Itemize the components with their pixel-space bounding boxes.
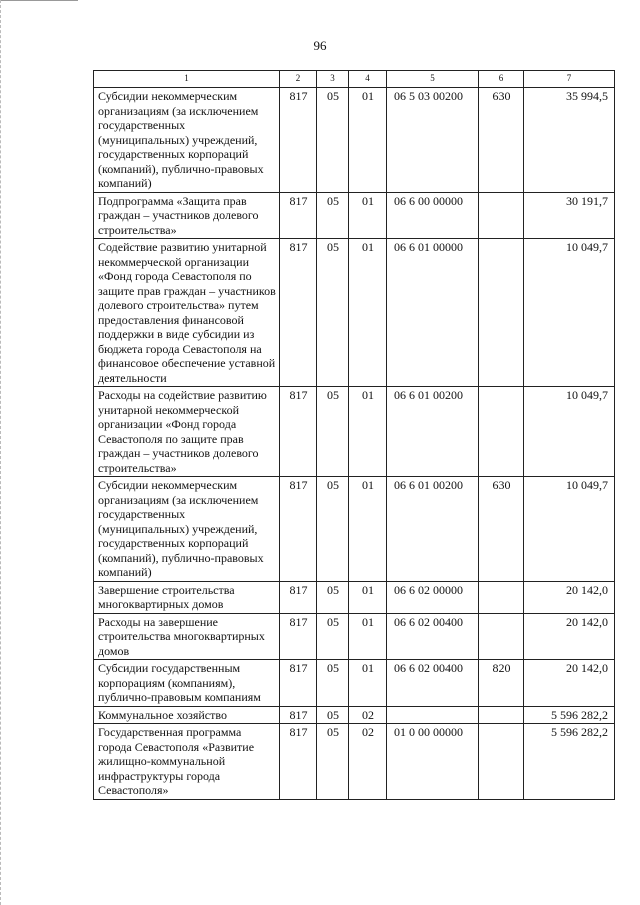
row-target-article: 06 6 02 00400 xyxy=(387,660,479,707)
header-col-2: 2 xyxy=(280,71,317,88)
row-expense-type xyxy=(479,581,524,613)
row-target-article xyxy=(387,706,479,724)
table-row xyxy=(94,724,615,800)
table-row xyxy=(94,192,615,239)
row-subsection-code: 01 xyxy=(349,239,387,387)
row-amount: 35 994,5 xyxy=(524,88,615,193)
row-name: Субсидии некоммерческим организациям (за исключением государственных (муниципальных) учреждений, государственных корпораций (компаний), публично-правовых компаний) xyxy=(94,88,280,193)
row-ministry-code: 817 xyxy=(280,477,317,582)
row-target-article: 01 0 00 00000 xyxy=(387,724,479,800)
row-name: Расходы на завершение строительства многоквартирных домов xyxy=(94,613,280,660)
row-target-article: 06 6 01 00200 xyxy=(387,387,479,477)
row-expense-type xyxy=(479,239,524,387)
row-expense-type xyxy=(479,724,524,800)
row-name: Подпрограмма «Защита прав граждан – участников долевого строительства» xyxy=(94,192,280,239)
header-col-5: 5 xyxy=(387,71,479,88)
row-section-code: 05 xyxy=(317,660,349,707)
row-amount: 30 191,7 xyxy=(524,192,615,239)
row-expense-type xyxy=(479,613,524,660)
row-name: Субсидии некоммерческим организациям (за исключением государственных (муниципальных) учреждений, государственных корпораций (компаний), публично-правовых компаний) xyxy=(94,477,280,582)
row-amount: 10 049,7 xyxy=(524,477,615,582)
row-expense-type xyxy=(479,192,524,239)
page-number: 96 xyxy=(313,38,327,53)
row-section-code: 05 xyxy=(317,477,349,582)
row-section-code: 05 xyxy=(317,192,349,239)
header-col-1: 1 xyxy=(94,71,280,88)
table-row xyxy=(94,387,615,477)
row-section-code: 05 xyxy=(317,88,349,193)
row-name: Завершение строительства многоквартирных домов xyxy=(94,581,280,613)
row-subsection-code: 01 xyxy=(349,88,387,193)
header-col-6: 6 xyxy=(479,71,524,88)
row-subsection-code: 02 xyxy=(349,724,387,800)
row-subsection-code: 01 xyxy=(349,192,387,239)
table-row xyxy=(94,613,615,660)
row-subsection-code: 01 xyxy=(349,613,387,660)
row-target-article: 06 6 02 00400 xyxy=(387,613,479,660)
row-target-article: 06 6 01 00200 xyxy=(387,477,479,582)
row-ministry-code: 817 xyxy=(280,387,317,477)
row-section-code: 05 xyxy=(317,724,349,800)
scan-edge-mark xyxy=(0,0,78,1)
row-target-article: 06 5 03 00200 xyxy=(387,88,479,193)
row-name: Содействие развитию унитарной некоммерческой организации «Фонд города Севастополя по защите прав граждан – участников долевого строительства» путем предоставления финансовой поддержки в виде субсидии из бюджета города Севастополя на финансовое обеспечение уставной деятельности xyxy=(94,239,280,387)
table-header-row xyxy=(94,71,615,88)
table-row xyxy=(94,239,615,387)
row-expense-type: 820 xyxy=(479,660,524,707)
row-target-article: 06 6 01 00000 xyxy=(387,239,479,387)
row-ministry-code: 817 xyxy=(280,706,317,724)
row-target-article: 06 6 02 00000 xyxy=(387,581,479,613)
row-name: Расходы на содействие развитию унитарной некоммерческой организации «Фонд города Севастополя по защите прав граждан – участников долевого строительства» xyxy=(94,387,280,477)
row-subsection-code: 01 xyxy=(349,387,387,477)
row-expense-type xyxy=(479,387,524,477)
table-row xyxy=(94,477,615,582)
row-amount: 10 049,7 xyxy=(524,239,615,387)
row-ministry-code: 817 xyxy=(280,660,317,707)
table-row xyxy=(94,581,615,613)
row-ministry-code: 817 xyxy=(280,724,317,800)
row-subsection-code: 01 xyxy=(349,581,387,613)
row-section-code: 05 xyxy=(317,613,349,660)
row-target-article: 06 6 00 00000 xyxy=(387,192,479,239)
row-name: Коммунальное хозяйство xyxy=(94,706,280,724)
row-subsection-code: 01 xyxy=(349,660,387,707)
row-expense-type: 630 xyxy=(479,477,524,582)
row-amount: 20 142,0 xyxy=(524,581,615,613)
table-row xyxy=(94,88,615,193)
table-row xyxy=(94,660,615,707)
row-section-code: 05 xyxy=(317,706,349,724)
row-amount: 10 049,7 xyxy=(524,387,615,477)
row-name: Государственная программа города Севастополя «Развитие жилищно-коммунальной инфраструктуры города Севастополя» xyxy=(94,724,280,800)
row-expense-type xyxy=(479,706,524,724)
header-col-4: 4 xyxy=(349,71,387,88)
row-ministry-code: 817 xyxy=(280,88,317,193)
header-col-3: 3 xyxy=(317,71,349,88)
row-amount: 5 596 282,2 xyxy=(524,724,615,800)
scan-left-edge xyxy=(0,0,2,905)
table-row xyxy=(94,706,615,724)
row-amount: 5 596 282,2 xyxy=(524,706,615,724)
row-ministry-code: 817 xyxy=(280,613,317,660)
header-col-7: 7 xyxy=(524,71,615,88)
row-ministry-code: 817 xyxy=(280,192,317,239)
row-amount: 20 142,0 xyxy=(524,660,615,707)
row-expense-type: 630 xyxy=(479,88,524,193)
row-ministry-code: 817 xyxy=(280,581,317,613)
row-section-code: 05 xyxy=(317,387,349,477)
budget-table xyxy=(93,70,615,800)
row-name: Субсидии государственным корпорациям (компаниям), публично-правовым компаниям xyxy=(94,660,280,707)
row-amount: 20 142,0 xyxy=(524,613,615,660)
row-section-code: 05 xyxy=(317,581,349,613)
row-subsection-code: 01 xyxy=(349,477,387,582)
row-subsection-code: 02 xyxy=(349,706,387,724)
row-ministry-code: 817 xyxy=(280,239,317,387)
row-section-code: 05 xyxy=(317,239,349,387)
